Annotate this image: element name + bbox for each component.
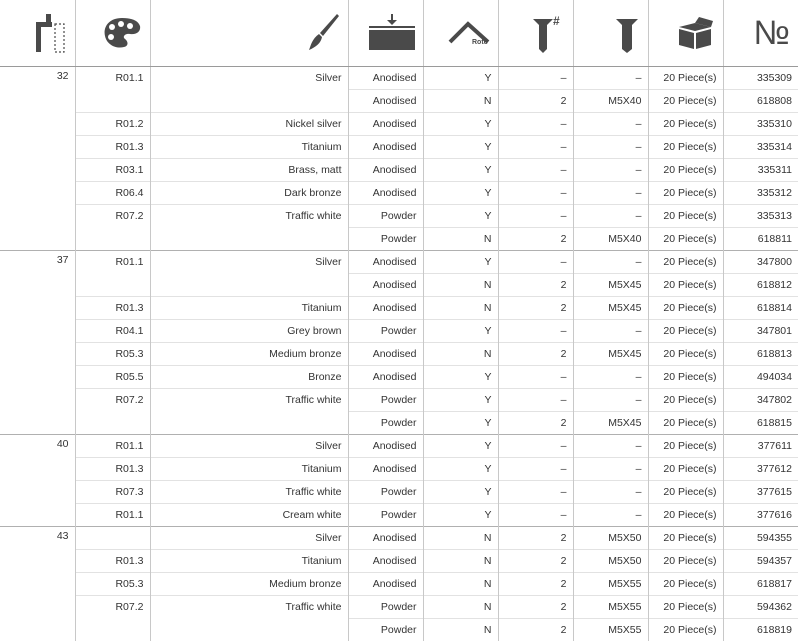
roto-flag-cell: Y bbox=[423, 182, 498, 205]
header-screw-size bbox=[573, 0, 648, 67]
color-code-cell bbox=[75, 619, 150, 641]
pack-cell: 20 Piece(s) bbox=[648, 504, 723, 527]
roto-flag-cell: Y bbox=[423, 481, 498, 504]
color-name-cell: Medium bronze bbox=[150, 573, 348, 596]
article-number-cell: 618819 bbox=[723, 619, 798, 641]
size-cell bbox=[0, 136, 75, 159]
finish-cell: Anodised bbox=[348, 251, 423, 274]
color-name-cell: Grey brown bbox=[150, 320, 348, 343]
color-name-cell: Silver bbox=[150, 527, 348, 550]
screw-size-cell: – bbox=[573, 136, 648, 159]
roto-flag-cell: Y bbox=[423, 113, 498, 136]
color-code-cell bbox=[75, 412, 150, 435]
screw-size-cell: – bbox=[573, 435, 648, 458]
color-code-cell: R01.1 bbox=[75, 67, 150, 90]
screw-qty-cell: – bbox=[498, 205, 573, 228]
color-name-cell bbox=[150, 90, 348, 113]
color-code-cell: R01.3 bbox=[75, 550, 150, 573]
size-cell bbox=[0, 504, 75, 527]
color-name-cell: Bronze bbox=[150, 366, 348, 389]
screw-qty-cell: – bbox=[498, 67, 573, 90]
finish-cell: Anodised bbox=[348, 573, 423, 596]
pack-cell: 20 Piece(s) bbox=[648, 205, 723, 228]
color-code-cell: R04.1 bbox=[75, 320, 150, 343]
screw-qty-cell: – bbox=[498, 320, 573, 343]
screw-qty-cell: 2 bbox=[498, 343, 573, 366]
size-cell bbox=[0, 366, 75, 389]
table-row bbox=[0, 159, 798, 182]
screw-size-cell: M5X50 bbox=[573, 527, 648, 550]
color-code-cell bbox=[75, 228, 150, 251]
article-number-cell: 377611 bbox=[723, 435, 798, 458]
article-number-cell: 594357 bbox=[723, 550, 798, 573]
finish-cell: Anodised bbox=[348, 527, 423, 550]
screw-size-cell: M5X45 bbox=[573, 297, 648, 320]
finish-cell: Anodised bbox=[348, 67, 423, 90]
pack-cell: 20 Piece(s) bbox=[648, 136, 723, 159]
roto-flag-cell: N bbox=[423, 90, 498, 113]
color-name-cell bbox=[150, 619, 348, 641]
table-row bbox=[0, 251, 798, 274]
table-row bbox=[0, 481, 798, 504]
table-row bbox=[0, 550, 798, 573]
article-number-cell: 377615 bbox=[723, 481, 798, 504]
table-row bbox=[0, 596, 798, 619]
size-cell bbox=[0, 619, 75, 641]
screw-qty-cell: 2 bbox=[498, 550, 573, 573]
finish-cell: Anodised bbox=[348, 90, 423, 113]
color-code-cell: R05.3 bbox=[75, 573, 150, 596]
size-cell bbox=[0, 182, 75, 205]
color-name-cell: Traffic white bbox=[150, 481, 348, 504]
article-number-cell: 594355 bbox=[723, 527, 798, 550]
size-cell bbox=[0, 573, 75, 596]
header-color-name bbox=[150, 0, 348, 67]
article-number-cell: 494034 bbox=[723, 366, 798, 389]
article-number-cell: 377612 bbox=[723, 458, 798, 481]
size-cell bbox=[0, 205, 75, 228]
screw-qty-cell: 2 bbox=[498, 412, 573, 435]
header-pack bbox=[648, 0, 723, 67]
screw-size-cell: M5X50 bbox=[573, 550, 648, 573]
size-cell bbox=[0, 297, 75, 320]
pack-cell: 20 Piece(s) bbox=[648, 182, 723, 205]
roto-flag-cell: N bbox=[423, 527, 498, 550]
screw-size-cell: – bbox=[573, 366, 648, 389]
pack-cell: 20 Piece(s) bbox=[648, 90, 723, 113]
color-code-cell: R05.5 bbox=[75, 366, 150, 389]
finish-cell: Anodised bbox=[348, 274, 423, 297]
pack-cell: 20 Piece(s) bbox=[648, 113, 723, 136]
color-name-cell: Dark bronze bbox=[150, 182, 348, 205]
pack-cell: 20 Piece(s) bbox=[648, 596, 723, 619]
color-name-cell: Traffic white bbox=[150, 389, 348, 412]
roto-flag-cell: N bbox=[423, 343, 498, 366]
roto-flag-cell: Y bbox=[423, 412, 498, 435]
article-number-cell: 347801 bbox=[723, 320, 798, 343]
screw-qty-cell: – bbox=[498, 481, 573, 504]
pack-cell: 20 Piece(s) bbox=[648, 619, 723, 641]
screw-size-cell: M5X45 bbox=[573, 412, 648, 435]
color-code-cell: R07.2 bbox=[75, 205, 150, 228]
height-bracket-icon bbox=[33, 12, 67, 54]
pack-cell: 20 Piece(s) bbox=[648, 251, 723, 274]
pack-cell: 20 Piece(s) bbox=[648, 573, 723, 596]
article-number-cell: 618811 bbox=[723, 228, 798, 251]
roto-flag-cell: Y bbox=[423, 389, 498, 412]
finish-cell: Powder bbox=[348, 596, 423, 619]
article-number-cell: 335313 bbox=[723, 205, 798, 228]
screw-qty-cell: – bbox=[498, 182, 573, 205]
screw-size-cell: – bbox=[573, 389, 648, 412]
pack-cell: 20 Piece(s) bbox=[648, 159, 723, 182]
roto-flag-cell: Y bbox=[423, 136, 498, 159]
roto-flag-cell: Y bbox=[423, 251, 498, 274]
pack-cell: 20 Piece(s) bbox=[648, 320, 723, 343]
pack-cell: 20 Piece(s) bbox=[648, 527, 723, 550]
roto-flag-cell: Y bbox=[423, 435, 498, 458]
color-name-cell: Titanium bbox=[150, 550, 348, 573]
table-row bbox=[0, 527, 798, 550]
color-code-cell: R01.2 bbox=[75, 113, 150, 136]
table-row bbox=[0, 182, 798, 205]
table-row bbox=[0, 67, 798, 90]
table-row bbox=[0, 389, 798, 412]
finish-cell: Powder bbox=[348, 389, 423, 412]
header-finish bbox=[348, 0, 423, 67]
color-name-cell: Traffic white bbox=[150, 596, 348, 619]
size-cell bbox=[0, 596, 75, 619]
screw-size-cell: – bbox=[573, 458, 648, 481]
article-number-cell: 618813 bbox=[723, 343, 798, 366]
pack-cell: 20 Piece(s) bbox=[648, 228, 723, 251]
pack-cell: 20 Piece(s) bbox=[648, 274, 723, 297]
finish-cell: Powder bbox=[348, 205, 423, 228]
screw-qty-cell: – bbox=[498, 458, 573, 481]
table-row bbox=[0, 619, 798, 641]
roto-flag-cell: N bbox=[423, 550, 498, 573]
roto-flag-cell: N bbox=[423, 596, 498, 619]
table-row bbox=[0, 297, 798, 320]
color-name-cell bbox=[150, 228, 348, 251]
screw-icon bbox=[614, 13, 640, 53]
finish-cell: Anodised bbox=[348, 435, 423, 458]
color-name-cell bbox=[150, 412, 348, 435]
size-cell bbox=[0, 228, 75, 251]
size-cell bbox=[0, 90, 75, 113]
screw-qty-cell: 2 bbox=[498, 573, 573, 596]
finish-cell: Powder bbox=[348, 504, 423, 527]
screw-size-cell: M5X40 bbox=[573, 228, 648, 251]
screw-size-cell: M5X45 bbox=[573, 274, 648, 297]
article-number-cell: 347800 bbox=[723, 251, 798, 274]
color-name-cell: Brass, matt bbox=[150, 159, 348, 182]
pack-cell: 20 Piece(s) bbox=[648, 297, 723, 320]
color-code-cell: R01.3 bbox=[75, 458, 150, 481]
table-body bbox=[0, 67, 798, 641]
color-code-cell: R01.3 bbox=[75, 297, 150, 320]
color-name-cell: Cream white bbox=[150, 504, 348, 527]
size-cell bbox=[0, 458, 75, 481]
finish-cell: Anodised bbox=[348, 366, 423, 389]
pack-cell: 20 Piece(s) bbox=[648, 458, 723, 481]
screw-size-cell: – bbox=[573, 159, 648, 182]
table-row bbox=[0, 113, 798, 136]
article-number-cell: 377616 bbox=[723, 504, 798, 527]
color-name-cell: Silver bbox=[150, 67, 348, 90]
size-cell: 32 bbox=[0, 67, 75, 90]
roto-flag-cell: Y bbox=[423, 320, 498, 343]
table-row bbox=[0, 90, 798, 113]
table-row bbox=[0, 343, 798, 366]
screw-qty-cell: 2 bbox=[498, 596, 573, 619]
article-number-cell: 618815 bbox=[723, 412, 798, 435]
finish-cell: Anodised bbox=[348, 182, 423, 205]
color-code-cell: R01.1 bbox=[75, 435, 150, 458]
table-row bbox=[0, 274, 798, 297]
screw-qty-cell: – bbox=[498, 159, 573, 182]
roto-roof-icon bbox=[448, 20, 490, 46]
screw-size-cell: – bbox=[573, 205, 648, 228]
roto-flag-cell: Y bbox=[423, 205, 498, 228]
table-row bbox=[0, 504, 798, 527]
header-color-code bbox=[75, 0, 150, 67]
screw-size-cell: – bbox=[573, 182, 648, 205]
size-cell bbox=[0, 550, 75, 573]
color-code-cell: R01.1 bbox=[75, 251, 150, 274]
table-row bbox=[0, 205, 798, 228]
number-sign-icon: № bbox=[754, 14, 790, 53]
screw-size-cell: – bbox=[573, 481, 648, 504]
finish-cell: Anodised bbox=[348, 136, 423, 159]
size-cell bbox=[0, 274, 75, 297]
color-name-cell: Nickel silver bbox=[150, 113, 348, 136]
screw-size-cell: M5X45 bbox=[573, 343, 648, 366]
article-number-cell: 335310 bbox=[723, 113, 798, 136]
article-number-cell: 347802 bbox=[723, 389, 798, 412]
finish-cell: Powder bbox=[348, 481, 423, 504]
screw-qty-cell: – bbox=[498, 366, 573, 389]
roto-flag-cell: Y bbox=[423, 159, 498, 182]
size-cell bbox=[0, 159, 75, 182]
color-name-cell: Titanium bbox=[150, 458, 348, 481]
pack-cell: 20 Piece(s) bbox=[648, 366, 723, 389]
pack-cell: 20 Piece(s) bbox=[648, 435, 723, 458]
finish-cell: Powder bbox=[348, 412, 423, 435]
screw-qty-cell: – bbox=[498, 435, 573, 458]
header-size bbox=[0, 0, 75, 67]
finish-cell: Powder bbox=[348, 320, 423, 343]
screw-qty-cell: 2 bbox=[498, 228, 573, 251]
screw-qty-cell: 2 bbox=[498, 274, 573, 297]
header-row bbox=[0, 0, 798, 67]
pack-cell: 20 Piece(s) bbox=[648, 389, 723, 412]
finish-cell: Anodised bbox=[348, 297, 423, 320]
finish-cell: Anodised bbox=[348, 113, 423, 136]
color-name-cell: Titanium bbox=[150, 136, 348, 159]
table-row bbox=[0, 573, 798, 596]
color-code-cell: R07.2 bbox=[75, 596, 150, 619]
screw-qty-cell: – bbox=[498, 504, 573, 527]
pack-cell: 20 Piece(s) bbox=[648, 412, 723, 435]
color-code-cell: R01.3 bbox=[75, 136, 150, 159]
screw-size-cell: – bbox=[573, 320, 648, 343]
size-cell bbox=[0, 320, 75, 343]
color-name-cell: Traffic white bbox=[150, 205, 348, 228]
size-cell bbox=[0, 113, 75, 136]
finish-cell: Anodised bbox=[348, 458, 423, 481]
article-number-cell: 618814 bbox=[723, 297, 798, 320]
header-screw-qty bbox=[498, 0, 573, 67]
size-cell: 37 bbox=[0, 251, 75, 274]
finish-cell: Powder bbox=[348, 228, 423, 251]
table-row bbox=[0, 458, 798, 481]
finish-cell: Anodised bbox=[348, 159, 423, 182]
pack-cell: 20 Piece(s) bbox=[648, 67, 723, 90]
countersunk-screw-hash-icon bbox=[531, 13, 565, 53]
article-number-cell: 618817 bbox=[723, 573, 798, 596]
color-code-cell: R07.3 bbox=[75, 481, 150, 504]
screw-size-cell: – bbox=[573, 251, 648, 274]
article-number-cell: 335309 bbox=[723, 67, 798, 90]
color-code-cell bbox=[75, 90, 150, 113]
color-name-cell: Titanium bbox=[150, 297, 348, 320]
color-name-cell: Medium bronze bbox=[150, 343, 348, 366]
color-code-cell bbox=[75, 527, 150, 550]
roto-flag-cell: Y bbox=[423, 458, 498, 481]
roto-flag-cell: Y bbox=[423, 67, 498, 90]
size-cell bbox=[0, 412, 75, 435]
screw-qty-cell: 2 bbox=[498, 297, 573, 320]
size-cell bbox=[0, 389, 75, 412]
screw-qty-cell: – bbox=[498, 251, 573, 274]
screw-qty-cell: 2 bbox=[498, 90, 573, 113]
color-code-cell: R06.4 bbox=[75, 182, 150, 205]
screw-size-cell: M5X55 bbox=[573, 596, 648, 619]
screw-size-cell: M5X40 bbox=[573, 90, 648, 113]
paintbrush-icon bbox=[306, 12, 340, 54]
color-code-cell: R05.3 bbox=[75, 343, 150, 366]
roto-flag-cell: Y bbox=[423, 366, 498, 389]
screw-qty-cell: – bbox=[498, 113, 573, 136]
pack-cell: 20 Piece(s) bbox=[648, 343, 723, 366]
table-row bbox=[0, 136, 798, 159]
hash-mark: # bbox=[553, 14, 560, 28]
header-number bbox=[723, 0, 798, 67]
roto-flag-cell: N bbox=[423, 228, 498, 251]
table-row bbox=[0, 366, 798, 389]
color-code-cell bbox=[75, 274, 150, 297]
roto-flag-cell: N bbox=[423, 573, 498, 596]
article-number-cell: 335311 bbox=[723, 159, 798, 182]
article-number-cell: 594362 bbox=[723, 596, 798, 619]
pack-cell: 20 Piece(s) bbox=[648, 550, 723, 573]
screw-qty-cell: – bbox=[498, 389, 573, 412]
screw-qty-cell: – bbox=[498, 136, 573, 159]
color-code-cell: R01.1 bbox=[75, 504, 150, 527]
table-row bbox=[0, 435, 798, 458]
color-code-cell: R07.2 bbox=[75, 389, 150, 412]
finish-cell: Anodised bbox=[348, 343, 423, 366]
roto-flag-cell: N bbox=[423, 297, 498, 320]
palette-icon bbox=[102, 16, 142, 50]
table-row bbox=[0, 412, 798, 435]
size-cell bbox=[0, 481, 75, 504]
color-name-cell bbox=[150, 274, 348, 297]
article-number-cell: 618808 bbox=[723, 90, 798, 113]
screw-size-cell: – bbox=[573, 504, 648, 527]
color-name-cell: Silver bbox=[150, 435, 348, 458]
roto-flag-cell: Y bbox=[423, 504, 498, 527]
article-number-cell: 335314 bbox=[723, 136, 798, 159]
article-number-cell: 618812 bbox=[723, 274, 798, 297]
size-cell: 43 bbox=[0, 527, 75, 550]
insertion-depth-icon bbox=[369, 14, 415, 52]
roto-flag-cell: N bbox=[423, 619, 498, 641]
screw-size-cell: M5X55 bbox=[573, 573, 648, 596]
color-name-cell: Silver bbox=[150, 251, 348, 274]
finish-cell: Powder bbox=[348, 619, 423, 641]
size-cell: 40 bbox=[0, 435, 75, 458]
table-row bbox=[0, 320, 798, 343]
screw-size-cell: – bbox=[573, 67, 648, 90]
finish-cell: Anodised bbox=[348, 550, 423, 573]
size-cell bbox=[0, 343, 75, 366]
box-icon bbox=[675, 15, 715, 51]
color-code-cell: R03.1 bbox=[75, 159, 150, 182]
screw-qty-cell: 2 bbox=[498, 619, 573, 641]
article-number-cell: 335312 bbox=[723, 182, 798, 205]
roto-label: Roto bbox=[472, 39, 488, 46]
pack-cell: 20 Piece(s) bbox=[648, 481, 723, 504]
header-roto bbox=[423, 0, 498, 67]
screw-size-cell: M5X55 bbox=[573, 619, 648, 641]
screw-size-cell: – bbox=[573, 113, 648, 136]
table-row bbox=[0, 228, 798, 251]
roto-flag-cell: N bbox=[423, 274, 498, 297]
screw-qty-cell: 2 bbox=[498, 527, 573, 550]
